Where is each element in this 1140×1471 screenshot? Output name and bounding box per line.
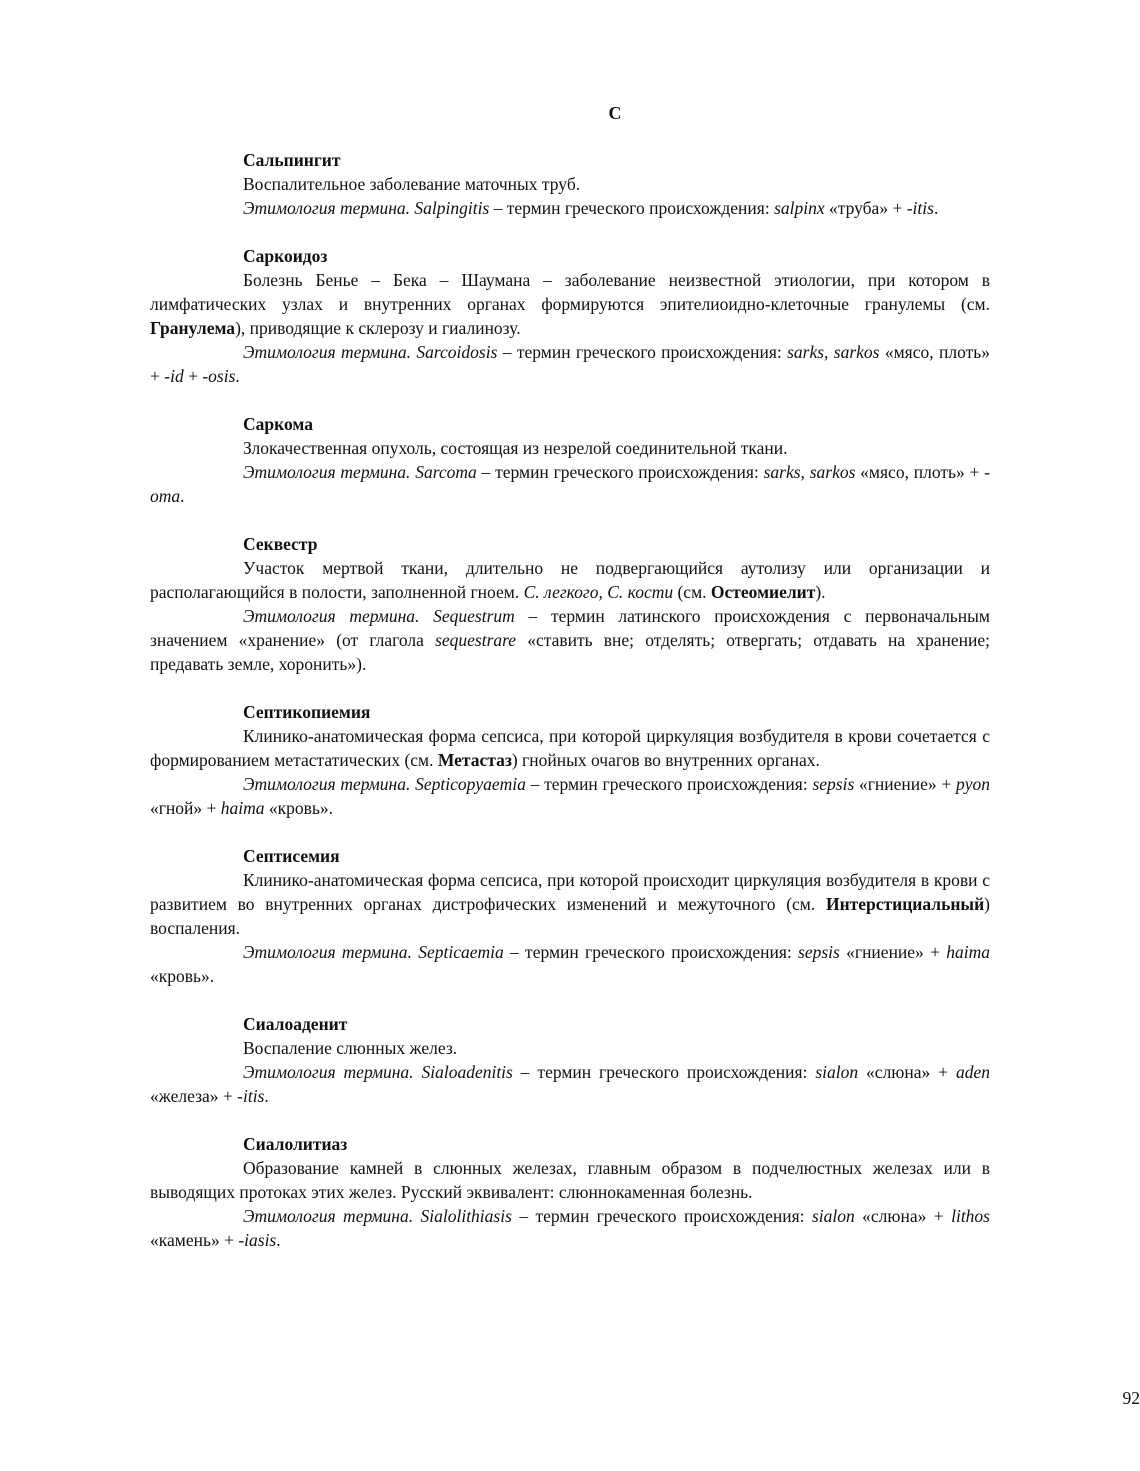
italic-run: sequestrare bbox=[435, 630, 517, 650]
text-run: «труба» + bbox=[824, 198, 907, 218]
section-letter-heading: С bbox=[608, 103, 622, 123]
glossary-entry bbox=[150, 532, 990, 676]
text-run: «мясо, плоть» + bbox=[150, 342, 990, 386]
entry-definition bbox=[150, 1036, 990, 1060]
text-run: (см. bbox=[673, 582, 711, 602]
text-run: ), приводящие к склерозу и гиалинозу. bbox=[235, 318, 521, 338]
entry-etymology bbox=[150, 604, 990, 676]
italic-run: Этимология термина. Septicaemia bbox=[243, 942, 504, 962]
text-run: Клинико-анатомическая форма сепсиса, при которой происходит циркуляция возбудителя в крови с развитием во внутренних органах дистрофических изменений и межуточного (см. bbox=[150, 870, 990, 914]
italic-run: sialon bbox=[815, 1062, 859, 1082]
text-run: . bbox=[180, 486, 185, 506]
italic-run: haima bbox=[946, 942, 990, 962]
italic-run: -id bbox=[164, 366, 184, 386]
italic-run: sepsis bbox=[798, 942, 840, 962]
text-run: Образование камней в слюнных железах, главным образом в подчелюстных железах или в выводящих протоках этих желез. Русский эквивалент: слюннокаменная болезнь. bbox=[150, 1158, 990, 1202]
italic-run: sarks, sarkos bbox=[787, 342, 880, 362]
entry-term: Секвестр bbox=[243, 534, 318, 554]
text-run: – термин греческого происхождения: bbox=[503, 942, 799, 962]
text-run: . bbox=[276, 1230, 281, 1250]
italic-run: -itis bbox=[237, 1086, 265, 1106]
entry-etymology bbox=[150, 772, 990, 820]
italic-run: С. легкого, С. кости bbox=[523, 582, 674, 602]
text-run: ) воспаления. bbox=[150, 894, 990, 938]
entry-etymology bbox=[150, 460, 990, 508]
glossary-entry bbox=[150, 700, 990, 820]
text-run: ) гнойных очагов во внутренних органах. bbox=[511, 750, 820, 770]
text-run: «гной» + bbox=[150, 798, 221, 818]
text-run: – термин греческого происхождения: bbox=[525, 774, 813, 794]
page-number: 92 bbox=[1122, 1388, 1140, 1408]
text-run: Болезнь Бенье – Бека – Шаумана – заболевание неизвестной этиологии, при котором в лимфатических узлах и внутренних органах формируются эпителиоидно-клеточные гранулемы (см. bbox=[150, 270, 990, 314]
text-run: – термин латинского происхождения с первоначальным значением «хранение» (от глагола bbox=[150, 606, 990, 650]
entry-definition bbox=[150, 268, 990, 340]
italic-run: -iasis bbox=[238, 1230, 277, 1250]
entry-etymology bbox=[150, 1060, 990, 1108]
text-run: «кровь». bbox=[150, 966, 215, 986]
glossary-entry bbox=[150, 844, 990, 988]
entry-definition bbox=[150, 868, 990, 940]
entry-definition bbox=[150, 1156, 990, 1204]
italic-run: Этимология термина. Sialolithiasis bbox=[243, 1206, 512, 1226]
italic-run: aden bbox=[955, 1062, 990, 1082]
italic-run: haima bbox=[220, 798, 265, 818]
italic-run: Этимология термина. Salpingitis bbox=[243, 198, 490, 218]
entry-term: Саркома bbox=[243, 414, 313, 434]
entry-term: Сиалоаденит bbox=[243, 1014, 348, 1034]
text-run: «слюна» + bbox=[858, 1062, 956, 1082]
entry-term: Сиалолитиаз bbox=[243, 1134, 348, 1154]
text-run: ). bbox=[815, 582, 826, 602]
entry-term: Септисемия bbox=[243, 846, 340, 866]
text-run: – термин греческого происхождения: bbox=[476, 462, 764, 482]
italic-run: -osis bbox=[202, 366, 236, 386]
entry-etymology bbox=[150, 1204, 990, 1252]
text-run: . bbox=[264, 1086, 269, 1106]
text-run: «ставить вне; отделять; отвергать; отдавать на хранение; предавать земле, хоронить»). bbox=[150, 630, 991, 674]
text-run: «камень» + bbox=[150, 1230, 239, 1250]
text-run: Воспаление слюнных желез. bbox=[243, 1038, 458, 1058]
glossary-entry bbox=[150, 1132, 990, 1252]
italic-run: sialon bbox=[811, 1206, 855, 1226]
entry-etymology bbox=[150, 940, 990, 988]
entry-definition bbox=[150, 556, 990, 604]
italic-run: sarks, sarkos bbox=[763, 462, 856, 482]
entry-etymology bbox=[150, 340, 990, 388]
text-run: – термин греческого происхождения: bbox=[512, 1062, 816, 1082]
entry-definition bbox=[150, 436, 990, 460]
text-run: «мясо, плоть» + bbox=[855, 462, 985, 482]
glossary-entry bbox=[150, 148, 990, 220]
text-run: – термин греческого происхождения: bbox=[497, 342, 788, 362]
italic-run: -itis bbox=[906, 198, 934, 218]
italic-run: pyon bbox=[955, 774, 990, 794]
italic-run: sepsis bbox=[812, 774, 855, 794]
entry-definition bbox=[150, 724, 990, 772]
text-run: – термин греческого происхождения: bbox=[489, 198, 775, 218]
text-run: – термин греческого происхождения: bbox=[511, 1206, 812, 1226]
text-run: . bbox=[933, 198, 939, 218]
text-run: Клинико-анатомическая форма сепсиса, при которой циркуляция возбудителя в крови сочетается с формированием метастатических (см. bbox=[150, 726, 990, 770]
italic-run: -oma bbox=[150, 462, 990, 506]
italic-run: Этимология термина. Septicopyaemia bbox=[243, 774, 526, 794]
text-run: Участок мертвой ткани, длительно не подвергающийся аутолизу или организации и располагающийся в полости, заполненной гноем. bbox=[150, 558, 990, 602]
entry-term: Саркоидоз bbox=[243, 246, 328, 266]
italic-run: Этимология термина. Sarcoma bbox=[243, 462, 477, 482]
text-run: «гниение» + bbox=[854, 774, 956, 794]
entry-term: Септикопиемия bbox=[243, 702, 371, 722]
glossary-entries bbox=[150, 148, 990, 1276]
entry-term: Сальпингит bbox=[243, 150, 341, 170]
cross-reference: Гранулема bbox=[150, 318, 236, 338]
text-run: «кровь». bbox=[264, 798, 334, 818]
text-run: «железа» + bbox=[150, 1086, 238, 1106]
italic-run: lithos bbox=[951, 1206, 990, 1226]
text-run: Злокачественная опухоль, состоящая из незрелой соединительной ткани. bbox=[243, 438, 788, 458]
cross-reference: Интерстициальный bbox=[825, 894, 985, 914]
italic-run: Этимология термина. Sialoadenitis bbox=[243, 1062, 513, 1082]
italic-run: Этимология термина. Sequestrum bbox=[243, 606, 515, 626]
text-run: «гниение» + bbox=[839, 942, 947, 962]
text-run: . bbox=[235, 366, 240, 386]
cross-reference: Остеомиелит bbox=[710, 582, 816, 602]
cross-reference: Метастаз bbox=[437, 750, 512, 770]
entry-etymology bbox=[150, 196, 990, 220]
glossary-entry bbox=[150, 412, 990, 508]
text-run: + bbox=[183, 366, 203, 386]
entry-definition bbox=[150, 172, 990, 196]
italic-run: Этимология термина. Sarcoidosis bbox=[243, 342, 498, 362]
text-run: «слюна» + bbox=[854, 1206, 952, 1226]
italic-run: salpinx bbox=[774, 198, 825, 218]
text-run: Воспалительное заболевание маточных труб. bbox=[243, 174, 581, 194]
glossary-entry bbox=[150, 244, 990, 388]
glossary-entry bbox=[150, 1012, 990, 1108]
